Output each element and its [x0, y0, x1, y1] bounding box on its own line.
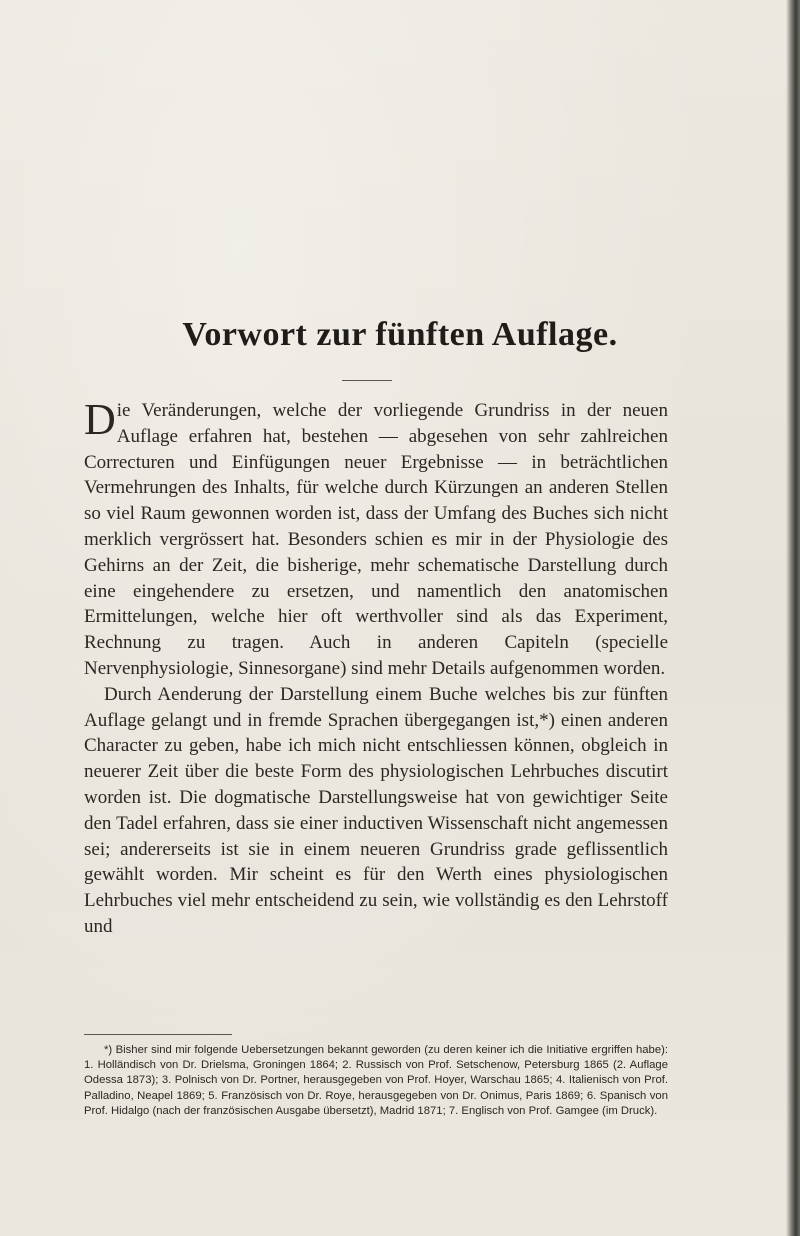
footnote — [84, 1043, 668, 1119]
footnote-text: *) Bisher sind mir folgende Uebersetzungen bekannt geworden (zu deren keiner ich die Initiative ergriffen habe): 1. Holländisch von Dr. Drielsma, Groningen 1864; 2. Russisch von Prof. Setschenow, Petersburg 1865 (2. Auflage Odessa 1873); 3. Polnisch von Dr. Portner, herausgegeben von Prof. Hoyer, Warschau 1865; 4. Italienisch von Prof. Palladino, Neapel 1869; 5. Französisch von Dr. Roye, herausgegeben von Dr. Onimus, Paris 1869; 6. Spanisch von Prof. Hidalgo (nach der französischen Ausgabe übersetzt), Madrid 1871; 7. Englisch von Prof. Gamgee (im Druck). — [84, 1044, 668, 1117]
preface-body — [84, 395, 668, 940]
paragraph-1 — [84, 395, 668, 682]
title-divider — [342, 380, 392, 381]
paragraph-2: Durch Aenderung der Darstellung einem Buche welches bis zur fünften Auflage gelangt und in fremde Sprachen übergegangen ist,*) einen anderen Character zu geben, habe ich mich nicht entschliessen können, obgleich in neuerer Zeit über die beste Form des physiologischen Lehrbuches discutirt worden ist. Die dogmatische Darstellungsweise hat von gewichtiger Seite den Tadel erfahren, dass sie einer inductiven Wissenschaft nicht angemessen sei; andererseits ist sie in einem neueren Grundriss grade geflissentlich gewählt worden. Mir scheint es für den Werth eines physiologischen Lehrbuches viel mehr entscheidend zu sein, wie vollständig es den Lehrstoff und — [84, 683, 668, 937]
page-title: Vorwort zur fünften Auflage. — [182, 316, 618, 353]
paragraph-1-text: ie Veränderungen, welche der vorliegende Grundriss in der neuen Auflage erfahren hat, bestehen — abgesehen von sehr zahlreichen Correcturen und Einfügungen neuer Ergebnisse — in beträchtlichen Vermehrungen des Inhalts, für welche durch Kürzungen an anderen Stellen so viel Raum gewonnen worden ist, dass der Umfang des Buches sich nicht merklich vergrössert hat. Besonders schien es mir in der Physiologie des Gehirns an der Zeit, die bisherige, mehr schematische Darstellung durch eine eingehendere zu ersetzen, und namentlich den anatomischen Ermittelungen, welche hier oft werthvoller sind als das Experiment, Rechnung zu tragen. Auch in anderen Capiteln (specielle Nervenphysiologie, Sinnesorgane) sind mehr Details aufgenommen worden. — [84, 400, 668, 679]
drop-cap: D — [84, 395, 116, 444]
footnote-divider — [84, 1034, 232, 1035]
page-edge-shadow — [786, 0, 800, 1236]
